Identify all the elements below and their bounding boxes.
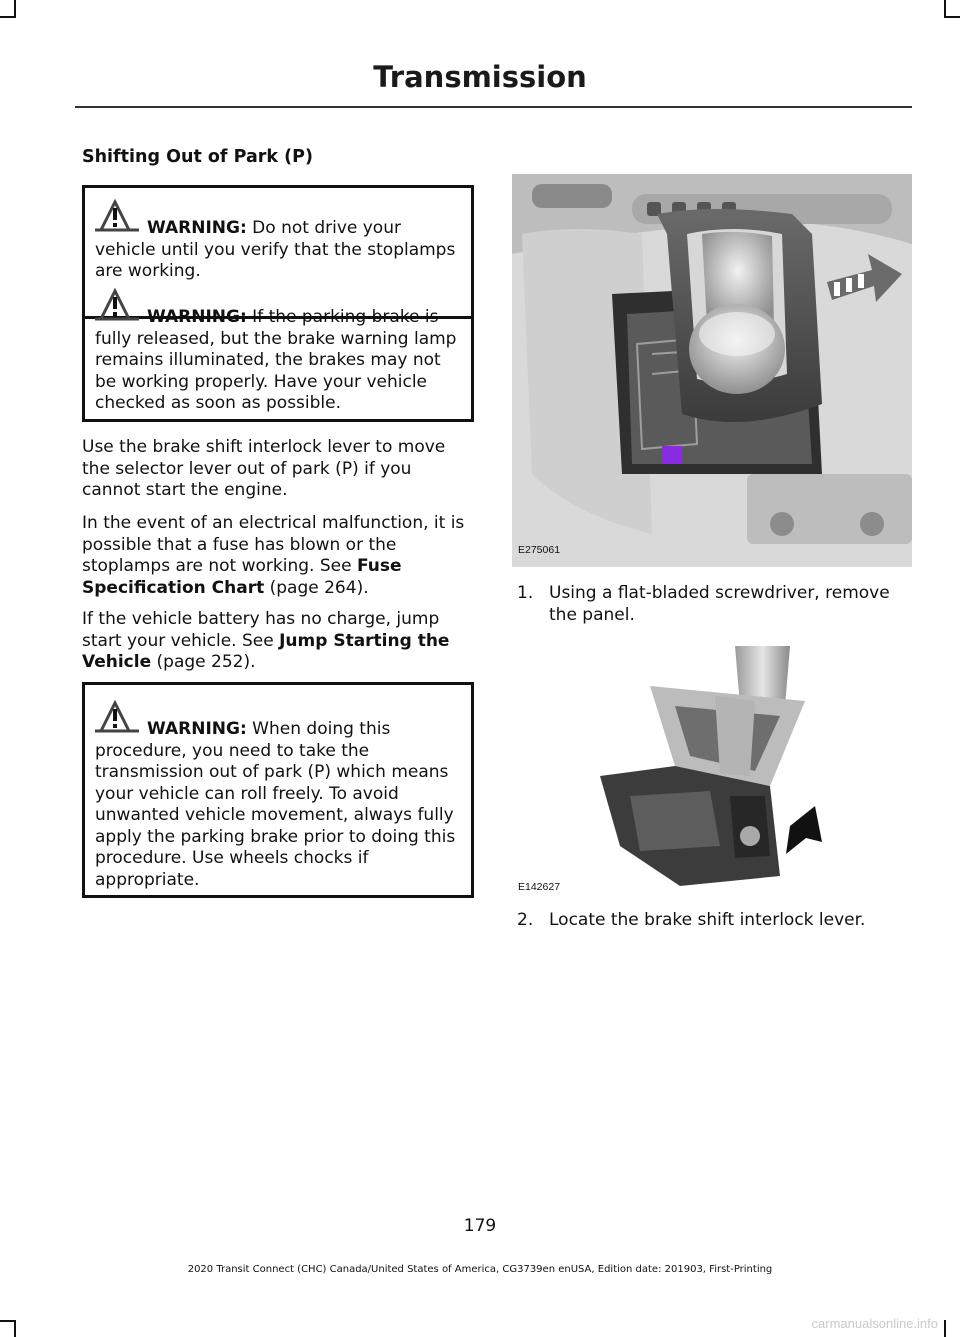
crop-mark (0, 1320, 16, 1322)
warning-item (95, 307, 465, 415)
step-text: Using a flat-bladed screwdriver, remove the panel. (549, 583, 890, 625)
paragraph-text: Use the brake shift interlock lever to move the selector lever out of park (P) if you cannot start the engine. (82, 437, 446, 500)
figure-drawing (512, 174, 912, 567)
step-number: 1. (517, 583, 534, 603)
warning-icon (93, 285, 141, 323)
watermark: carmanualsonline.info (811, 1316, 938, 1331)
cross-reference-link[interactable]: Fuse Specification Chart (82, 556, 402, 598)
paragraph (82, 513, 474, 599)
paragraph-text: In the event of an electrical malfunction, it is possible that a fuse has blown or the stoplamps are not working. See (82, 513, 465, 576)
figure-drawing (590, 646, 830, 889)
crop-mark (14, 1320, 16, 1337)
section-heading: Shifting Out of Park (P) (82, 147, 313, 167)
crop-mark (944, 1320, 946, 1337)
footer-text: 2020 Transit Connect (CHC) Canada/United States of America, CG3739en enUSA, Edition date: 201903, First-Printing (187, 1264, 773, 1275)
cross-reference-link[interactable]: Jump Starting the Vehicle (82, 630, 450, 672)
paragraph (82, 609, 474, 674)
warning-label: WARNING: (147, 218, 247, 238)
warning-icon (93, 697, 141, 735)
warning-item (95, 719, 465, 891)
paragraph-text: (page 252). (151, 652, 256, 672)
warning-label: WARNING: (147, 719, 247, 739)
step-text: Locate the brake shift interlock lever. (549, 910, 866, 930)
warning-label: WARNING: (147, 307, 247, 327)
warning-text: When doing this procedure, you need to take the transmission out of park (P) which means your vehicle can roll freely. To avoid unwanted vehicle movement, always fully apply the parking brake prior to doing this procedure. Use wheels chocks if appropriate. (95, 719, 456, 890)
page-number: 179 (463, 1216, 497, 1236)
warning-box (82, 682, 474, 898)
interlock-lever-illustration (590, 646, 830, 889)
figure-code: E142627 (518, 881, 561, 893)
page-title: Transmission (373, 60, 587, 94)
warning-text: Do not drive your vehicle until you verify that the stoplamps are working. (95, 218, 456, 281)
header-divider (75, 106, 912, 108)
crop-mark (0, 16, 16, 18)
warning-box (82, 185, 474, 422)
warning-text: If the parking brake is fully released, but the brake warning lamp remains illuminated, the brakes may not be working properly. Have your vehicle checked as soon as possible. (95, 307, 457, 413)
paragraph-text: If the vehicle battery has no charge, jump start your vehicle. See (82, 609, 440, 651)
paragraph-text: (page 264). (264, 577, 369, 598)
paragraph (82, 437, 474, 502)
figure-code: E275061 (518, 544, 561, 556)
step-number: 2. (517, 910, 534, 930)
crop-mark (944, 16, 960, 18)
gear-selector-panel-illustration (512, 174, 912, 567)
